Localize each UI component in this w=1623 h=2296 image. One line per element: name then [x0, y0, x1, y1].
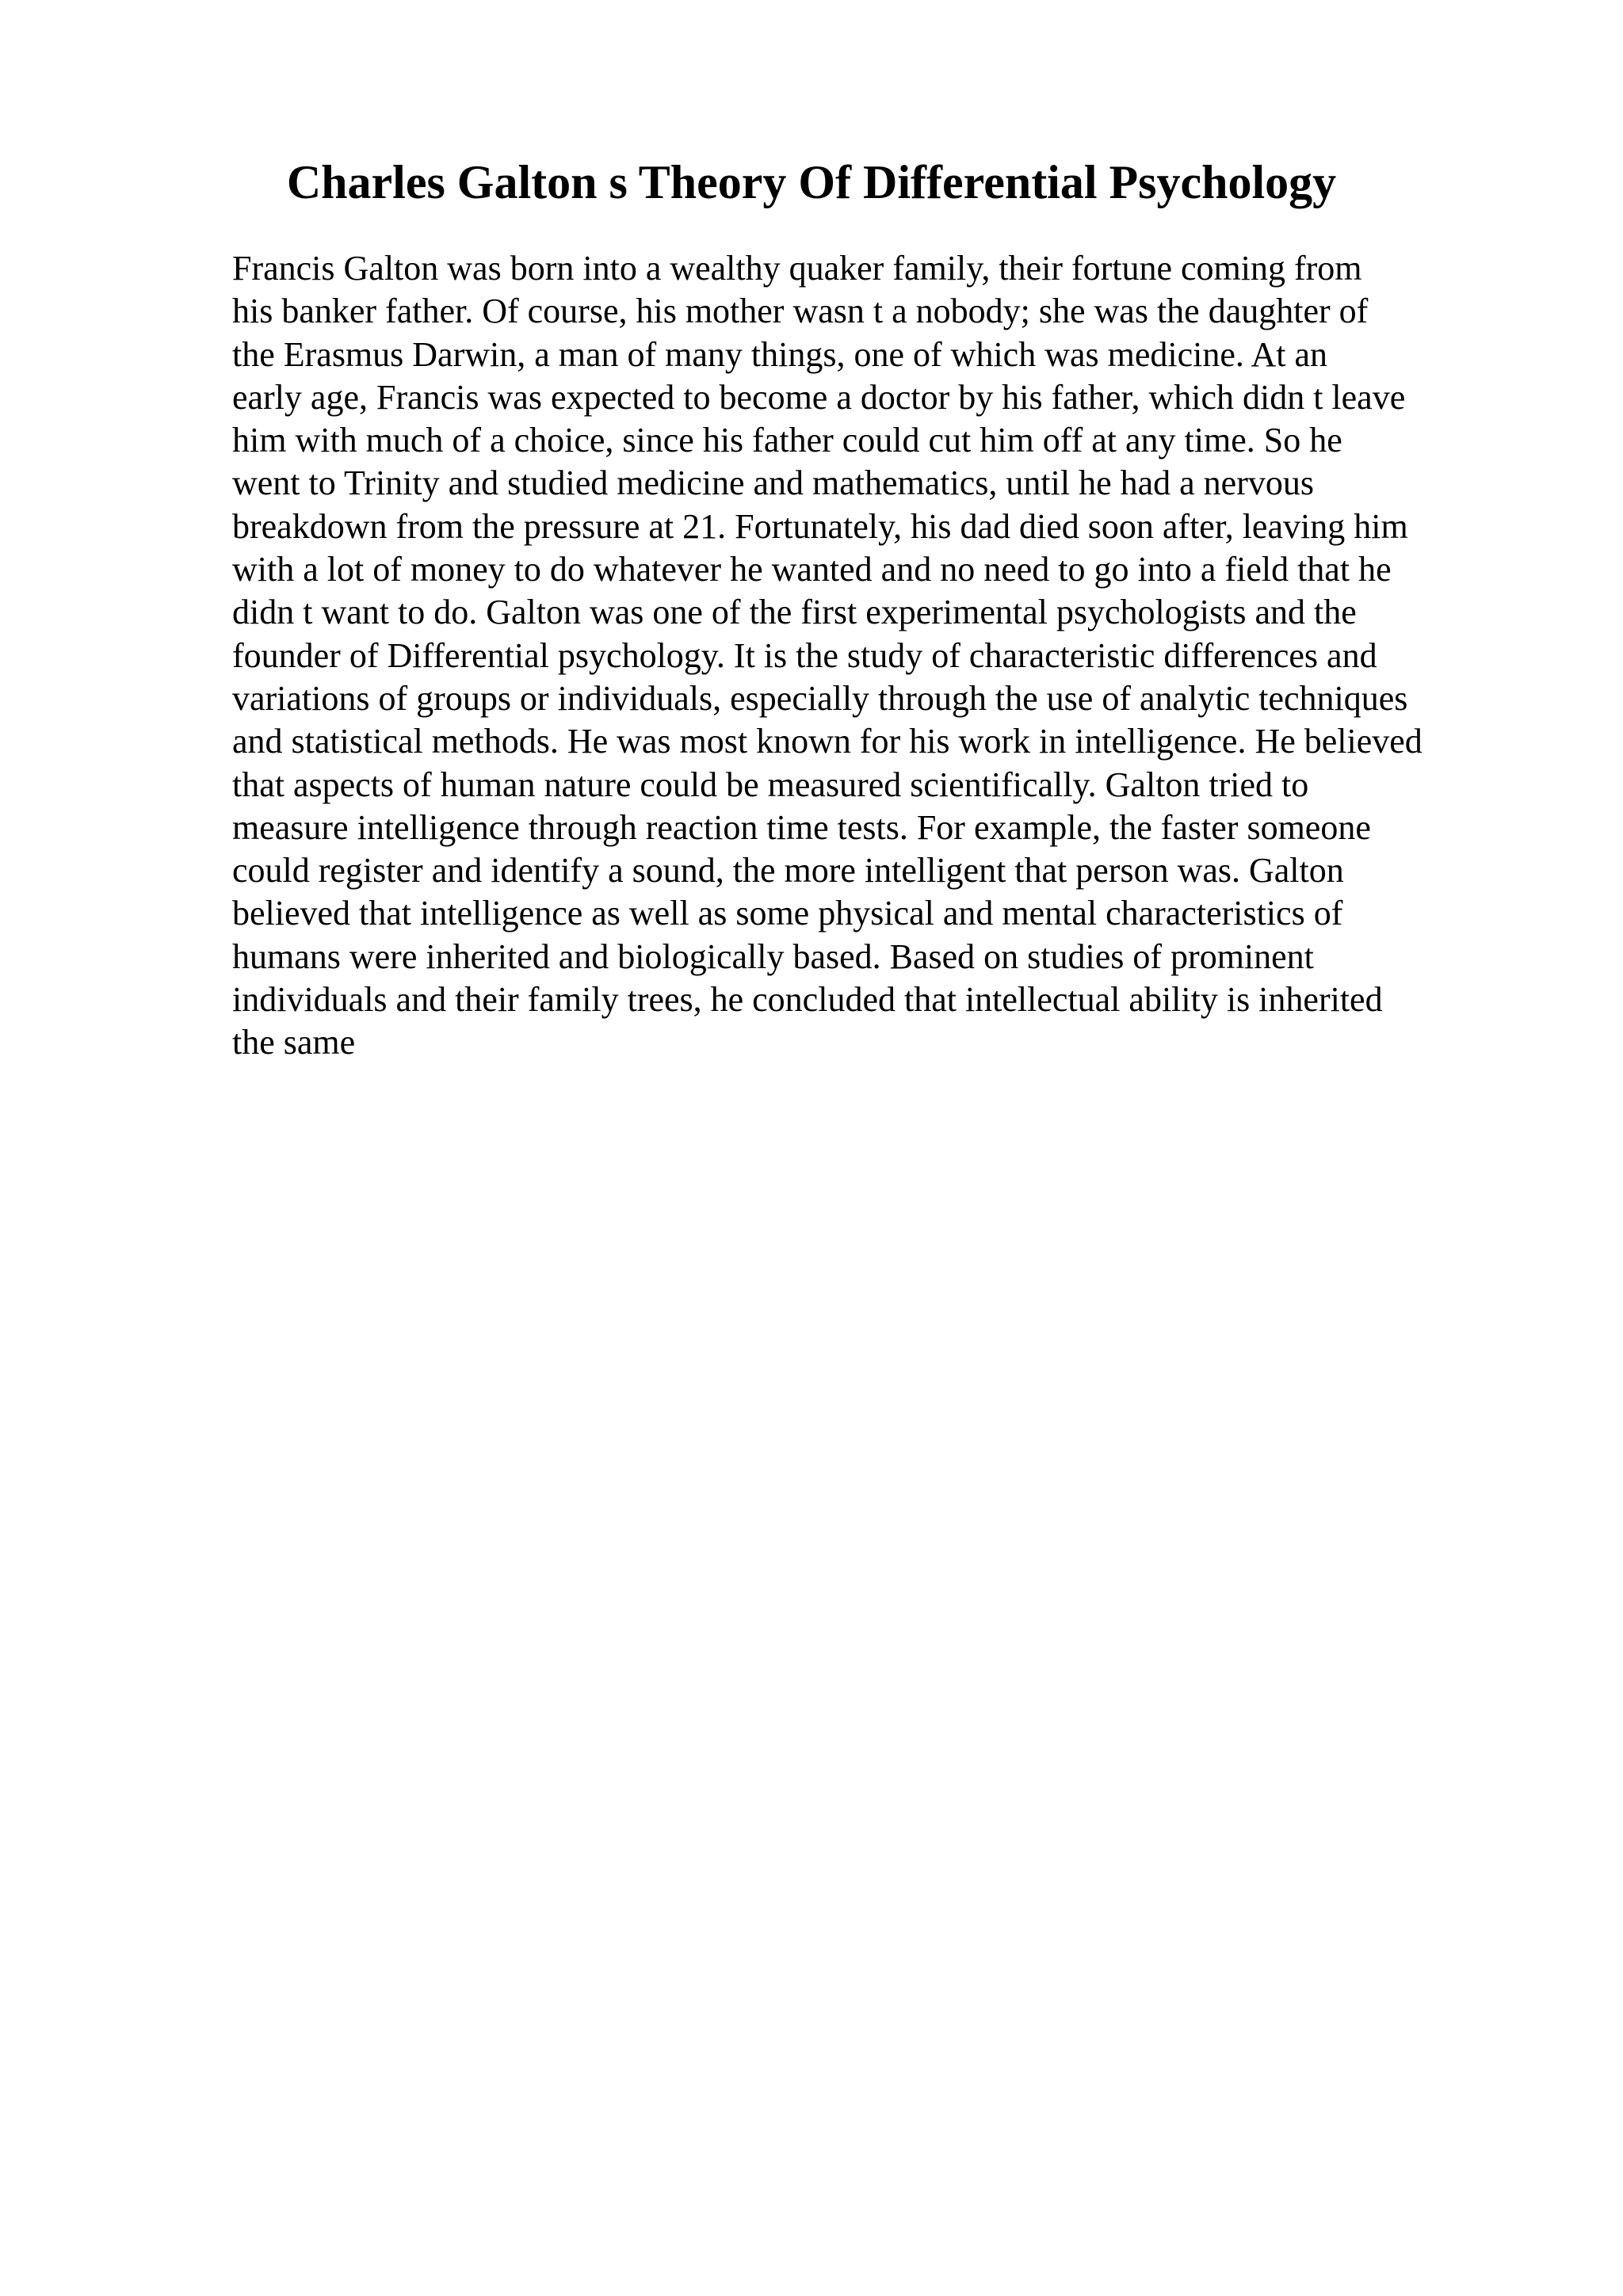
body-line: variations of groups or individuals, especially through the use of analytic techniques	[232, 678, 1408, 718]
body-line: that aspects of human nature could be measured scientifically. Galton tried to	[232, 765, 1309, 804]
body-line: Francis Galton was born into a wealthy quaker family, their fortune coming from	[232, 249, 1362, 288]
body-line: with a lot of money to do whatever he wanted and no need to go into a field that he	[232, 550, 1392, 589]
body-line: his banker father. Of course, his mother wasn t a nobody; she was the daughter of	[232, 292, 1369, 331]
body-line: measure intelligence through reaction time tests. For example, the faster someone	[232, 807, 1371, 847]
page-title: Charles Galton s Theory Of Differential Psychology	[286, 156, 1337, 208]
body-line: humans were inherited and biologically based. Based on studies of prominent	[232, 936, 1314, 976]
body-line: could register and identify a sound, the more intelligent that person was. Galton	[232, 851, 1344, 891]
body-line: the same	[232, 1023, 356, 1062]
body-line: believed that intelligence as well as some physical and mental characteristics of	[232, 894, 1343, 933]
body-line: founder of Differential psychology. It is the study of characteristic differences and	[232, 635, 1377, 675]
body-line: early age, Francis was expected to become a doctor by his father, which didn t leave	[232, 377, 1406, 417]
body-line: individuals and their family trees, he concluded that intellectual ability is inherited	[232, 980, 1383, 1020]
body-line: breakdown from the pressure at 21. Fortunately, his dad died soon after, leaving him	[232, 506, 1408, 546]
body-line: him with much of a choice, since his father could cut him off at any time. So he	[232, 421, 1342, 460]
document-body	[232, 247, 1532, 1065]
body-line: the Erasmus Darwin, a man of many things, one of which was medicine. At an	[232, 334, 1328, 374]
body-line: went to Trinity and studied medicine and mathematics, until he had a nervous	[232, 463, 1314, 503]
body-line: and statistical methods. He was most known for his work in intelligence. He believed	[232, 722, 1423, 761]
body-line: didn t want to do. Galton was one of the first experimental psychologists and the	[232, 593, 1357, 632]
